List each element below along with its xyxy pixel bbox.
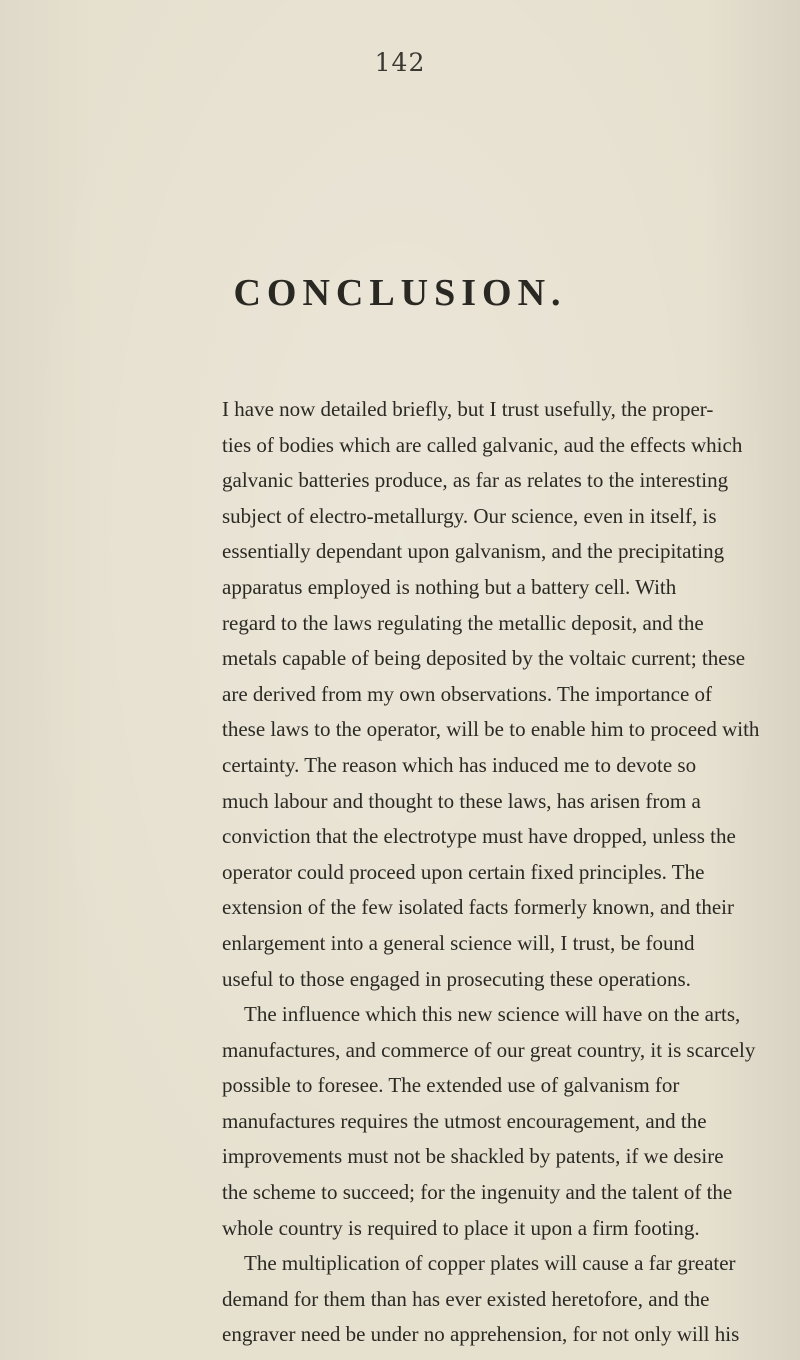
text-line: demand for them than has ever existed heretofore, and the — [222, 1286, 710, 1311]
text-line: subject of electro-metallurgy. Our science, even in itself, is — [222, 503, 717, 528]
text-line: galvanic batteries produce, as far as relates to the interesting — [222, 468, 729, 493]
text-line: The influence which this new science will have on the arts, — [244, 1002, 741, 1027]
body-text — [222, 392, 767, 1353]
text-line: possible to foresee. The extended use of galvanism for — [222, 1073, 680, 1098]
text-line: enlargement into a general science will, I trust, be found — [222, 930, 695, 955]
text-line: ties of bodies which are called galvanic, aud the effects which — [222, 432, 743, 457]
text-line: operator could proceed upon certain fixed principles. The — [222, 859, 705, 884]
text-line: certainty. The reason which has induced me to devote so — [222, 752, 697, 777]
text-line: these laws to the operator, will be to enable him to proceed with — [222, 717, 760, 742]
text-line: manufactures requires the utmost encouragement, and the — [222, 1108, 707, 1133]
text-line: The multiplication of copper plates will cause a far greater — [244, 1251, 736, 1276]
text-line: engraver need be under no apprehension, for not only will his — [222, 1322, 740, 1347]
text-line: essentially dependant upon galvanism, and the precipitating — [222, 539, 725, 564]
text-line: manufactures, and commerce of our great country, it is scarcely — [222, 1037, 756, 1062]
text-line: regard to the laws regulating the metallic deposit, and the — [222, 610, 704, 635]
text-line: conviction that the electrotype must have dropped, unless the — [222, 824, 736, 849]
text-line: metals capable of being deposited by the voltaic current; these — [222, 646, 746, 671]
text-line: useful to those engaged in prosecuting these operations. — [222, 966, 691, 991]
text-line: I have now detailed briefly, but I trust usefully, the proper- — [222, 397, 714, 421]
text-line: the scheme to succeed; for the ingenuity and the talent of the — [222, 1180, 733, 1205]
chapter-heading: CONCLUSION. — [233, 272, 567, 314]
page-number: 142 — [374, 48, 426, 77]
text-line: apparatus employed is nothing but a battery cell. With — [222, 574, 677, 599]
text-line: improvements must not be shackled by patents, if we desire — [222, 1144, 724, 1169]
text-line: are derived from my own observations. The importance of — [222, 681, 713, 706]
text-line: whole country is required to place it upon a firm footing. — [222, 1215, 700, 1240]
text-line: extension of the few isolated facts formerly known, and their — [222, 895, 735, 920]
text-line: much labour and thought to these laws, has arisen from a — [222, 788, 701, 813]
